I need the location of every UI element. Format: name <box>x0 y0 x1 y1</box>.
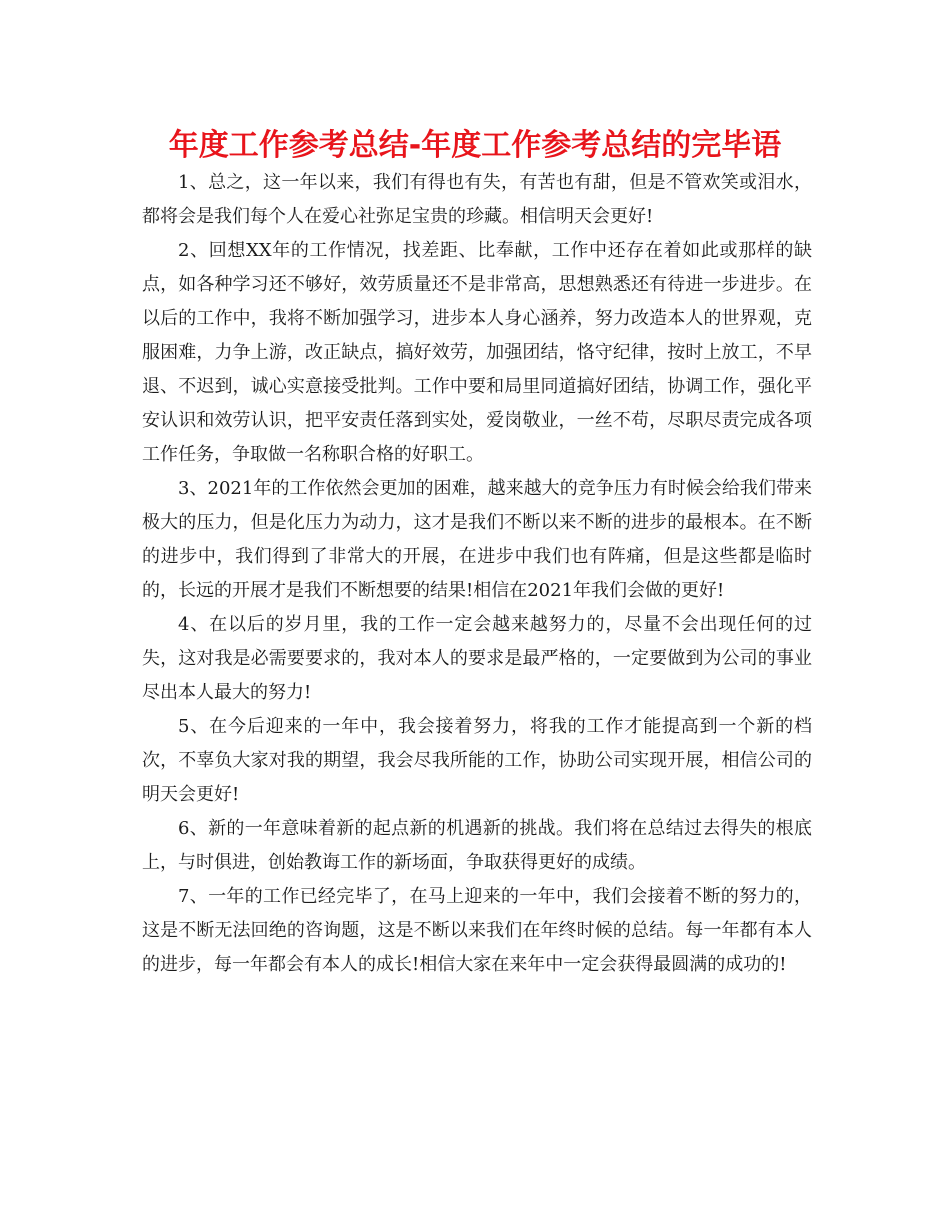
paragraph-1: 1、总之，这一年以来，我们有得也有失，有苦也有甜，但是不管欢笑或泪水，都将会是我们每个人在爱心社弥足宝贵的珍藏。相信明天会更好! <box>142 172 812 227</box>
paragraph-7: 7、一年的工作已经完毕了，在马上迎来的一年中，我们会接着不断的努力的，这是不断无法回绝的咨询题，这是不断以来我们在年终时候的总结。每一年都有本人的进步，每一年都会有本人的成长!相信大家在来年中一定会获得最圆满的成功的! <box>142 886 812 975</box>
document-title: 年度工作参考总结-年度工作参考总结的完毕语 <box>168 128 782 163</box>
paragraph-2: 2、回想XX年的工作情况，找差距、比奉献，工作中还存在着如此或那样的缺点，如各种学习还不够好，效劳质量还不是非常高，思想熟悉还有待进一步进步。在以后的工作中，我将不断加强学习，进步本人身心涵养，努力改造本人的世界观，克服困难，力争上游，改正缺点，搞好效劳，加强团结，恪守纪律，按时上放工，不早退、不迟到，诚心实意接受批判。工作中要和局里同道搞好团结，协调工作，强化平安认识和效劳认识，把平安责任落到实处，爱岗敬业，一丝不苟，尽职尽责完成各项工作任务，争取做一名称职合格的好职工。 <box>142 240 812 465</box>
paragraph-5: 5、在今后迎来的一年中，我会接着努力，将我的工作才能提高到一个新的档次，不辜负大家对我的期望，我会尽我所能的工作，协助公司实现开展，相信公司的明天会更好! <box>142 716 812 805</box>
document-body <box>142 166 812 982</box>
paragraph-4: 4、在以后的岁月里，我的工作一定会越来越努力的，尽量不会出现任何的过失，这对我是必需要要求的，我对本人的要求是最严格的，一定要做到为公司的事业尽出本人最大的努力! <box>142 614 812 703</box>
paragraph-6: 6、新的一年意味着新的起点新的机遇新的挑战。我们将在总结过去得失的根底上，与时俱进，创始教诲工作的新场面，争取获得更好的成绩。 <box>142 818 812 873</box>
paragraph-3: 3、2021年的工作依然会更加的困难，越来越大的竞争压力有时候会给我们带来极大的压力，但是化压力为动力，这才是我们不断以来不断的进步的最根本。在不断的进步中，我们得到了非常大的开展，在进步中我们也有阵痛，但是这些都是临时的，长远的开展才是我们不断想要的结果!相信在2021年我们会做的更好! <box>142 478 812 601</box>
